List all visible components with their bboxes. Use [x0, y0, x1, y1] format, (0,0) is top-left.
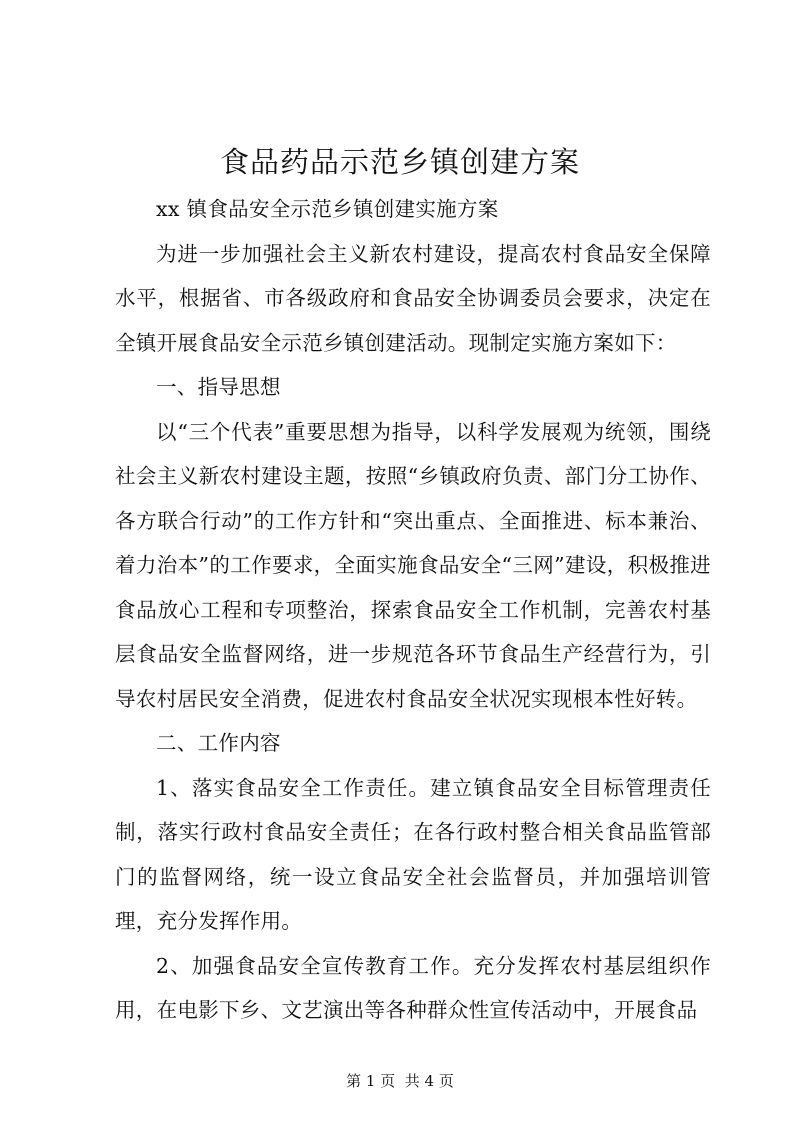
page-footer — [0, 1071, 800, 1091]
page-number-label: 第 1 页 共 4 页 — [346, 1072, 454, 1090]
document-subtitle: xx 镇食品安全示范乡镇创建实施方案 — [156, 197, 499, 221]
paragraph-work-item-2: 2、加强食品安全宣传教育工作。充分发挥农村基层组织作用，在电影下乡、文艺演出等各种群众性宣传活动中，开展食品 — [115, 953, 711, 1022]
paragraph-work-item-1: 1、落实食品安全工作责任。建立镇食品安全目标管理责任制，落实行政村食品安全责任；在各行政村整合相关食品监管部门的监督网络，统一设立食品安全社会监督员，并加强培训管理，充分发挥作用。 — [115, 775, 711, 933]
document-title: 食品药品示范乡镇创建方案 — [219, 145, 580, 179]
paragraph-intro: 为进一步加强社会主义新农村建设，提高农村食品安全保障水平，根据省、市各级政府和食品安全协调委员会要求，决定在全镇开展食品安全示范乡镇创建活动。现制定实施方案如下： — [115, 241, 711, 355]
paragraph-guiding-ideology: 以“三个代表”重要思想为指导，以科学发展观为统领，围绕社会主义新农村建设主题，按照“乡镇政府负责、部门分工协作、各方联合行动”的工作方针和“突出重点、全面推进、标本兼治、着力治本”的工作要求，全面实施食品安全“三网”建设，积极推进食品放心工程和专项整治，探索食品安全工作机制，完善农村基层食品安全监督网络，进一步规范各环节食品生产经营行为，引导农村居民安全消费，促进农村食品安全状况实现根本性好转。 — [115, 419, 711, 711]
document-body — [115, 187, 711, 1033]
section-heading-guiding-ideology: 一、指导思想 — [156, 375, 281, 399]
section-heading-work-content: 二、工作内容 — [156, 731, 281, 755]
